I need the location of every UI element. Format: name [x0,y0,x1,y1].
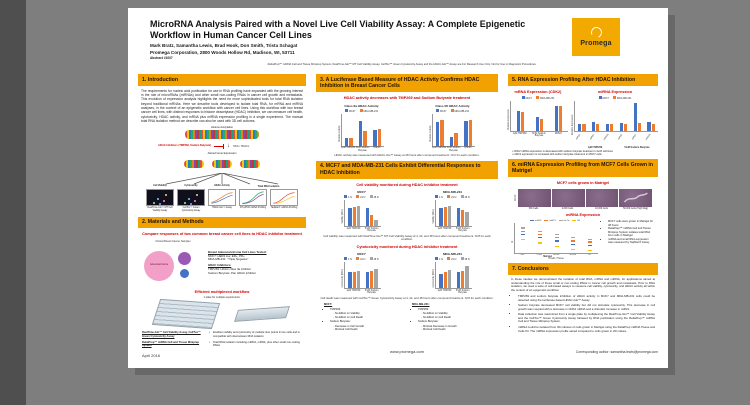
summary-head: TMP269: [418,307,429,311]
microscopy-caption: 500 Cells [528,207,539,210]
panel-top-label: Cytotoxicity [184,185,198,188]
cell-lines-title: Breast Adenocarcinoma Cell Lines Tested: [208,249,267,254]
summary-head: Sodium Butyrate: [418,320,439,324]
mda-viability-chart: MDA-MB-231 4 hr 24 hr 48 hr Viability (RLU) 1μM TMP269 5mM Sodium Butyrate [433,190,471,233]
cytotoxicity-heading: Cytotoxicity monitored during HDAC inhibitor treatment [356,244,458,249]
conclusion-bullet: • Data collection was maximized from a single plate by multiplexing the RealTime-Glo™ Cell Viability Assay and the CellTox™ Green Cytotoxicity Assay followed by RNA purification using the ReliaPrep™ miRNA Cell and Tissue Miniprep System. [518,313,655,324]
promega-logo-icon [589,25,603,39]
conclusion-bullet: • TMP269 and sodium butyrate inhibition of HDAC activity in MCF7 and MDA-MB-231 cells could be detected using the luciferase-based HDAC-Glo™ Assay. [518,295,655,303]
section-6-header: 6. miRNA Expression Profiling from MCF7 Cells Grown in Matrigel [508,159,658,177]
venn-diagram [142,243,204,287]
materials-bullet [142,331,302,338]
summary-item: - No Effect on Viability [423,312,490,316]
panel-caption: RealTime-Glo™ MT Cell Viability Assay [147,207,173,212]
class-i-ii-hdac-chart: Class I/II HDAC Activity MCF7 MDA-MB-231 Relative Activity 1μM TMP269 5mM Sodium Butyrate DMSO [430,104,475,153]
hdac-activity-panel [208,189,236,212]
rna-isolation-bracket-label: Total RNA Isolation [257,185,280,189]
inhibitor-butyrate: Sodium Butyrate: Pan HDAC inhibitor [208,270,257,275]
conclusion-bullet: • Sodium butyrate decreased MCF7 cell viability but did not stimulate cytotoxicity. This decrease in cell growth was coupled with a decrease in CDK2 mRNA and a dramatic increase in miR21. [518,304,655,312]
column-1 [138,72,306,358]
website-url: www.promega.com [389,349,424,354]
column-3 [508,72,658,358]
amplification-plot-image [239,189,267,206]
cell-line-circle-icon [180,269,189,278]
summary-item: - No Effect on Cell Death [335,316,402,320]
cytotoxicity-caption: Cell death was measured with CellTox™ Green Cytotoxicity Assay at 4, 24, and 48 hours after compound treatment. N=8 for each condition. [320,295,494,300]
summary-item: - Minimal Decrease in Growth [423,325,490,329]
cell-line-diagram-row [142,240,302,287]
section-6-bullet: • miRNA and small RNA expression was measured by TaqMan® Assay [608,238,654,245]
poster-columns [128,70,668,358]
inhibitor-tmp269: TMP269: HDAC class IIa inhibitor [208,266,252,271]
section-5-bullets [512,150,654,156]
matrigel-image-2000 [552,189,585,207]
class-iia-hdac-chart: Class IIa HDAC Activity MCF7 MDA-MB-231 Relative Activity 1μM TMP269 5mM Sodium Butyrate DMSO [339,104,384,153]
panel-caption: HDAC-Glo™ Assay [212,207,232,210]
cytotoxicity-charts [318,252,496,295]
section-1-header: 1. Introduction [138,74,306,86]
corresponding-author: Corresponding author: samantha.lewis@promega.com [575,350,658,354]
venn-title: Clinical Breast Cancer Samples [155,239,191,243]
column-2 [316,72,498,358]
cell-line-mcf7: MCF7: HER2 low, ER+, PR+ [208,253,245,258]
section-5-bullet: • CDK2 mRNA expression is decreased with sodium butyrate treatment in both cell lines [512,150,613,154]
section-4-header: 4. MCF7 and MDA-MB-231 Cells Exhibit Differential Responses to HDAC Inhibition [316,161,498,179]
mrna-profiling-panel [239,189,267,212]
matrigel-microscopy-row [514,189,652,207]
fanout-arrows-icon [152,173,292,185]
mda-cytotoxicity-chart: MDA-MB-231 4 hr 24 hr 48 hr Cytotoxicity (RFU) 1μM TMP269 5mM Sodium Butyrate [433,252,471,295]
summary-head: Sodium Butyrate: [330,320,351,324]
inhibition-row [144,140,300,152]
mcf7-cytotoxicity-chart: MCF7 4 hr 24 hr 48 hr Cytotoxicity (RFU) 1μM TMP269 5mM Sodium Butyrate [342,252,380,295]
single-plate-image [234,306,290,322]
conclusions-block [511,278,655,335]
cytotoxicity-panel [177,189,205,212]
promega-logo [572,18,620,56]
matrigel-image-50000 [619,189,652,207]
poster-header [128,8,668,70]
viability-heading: Cell viability monitored during HDAC inhibitor treatment [356,182,458,187]
materials-heading-2: Efficient multiplexed workflow [194,289,250,294]
section-5-bullet: • miR21 expression is increased with sodium butyrate treatment in MCF7 cells [512,153,602,157]
assay-panels [144,189,300,212]
hdac-activity-charts [318,104,496,153]
mcf7-viability-chart: MCF7 4 hr 24 hr 48 hr Viability (RLU) 1μM TMP269 5mM Sodium Butyrate [342,190,380,233]
materials-bullet [142,341,302,348]
diagram-top-label: Histone Acetylation [210,126,234,130]
bullet-label: RealTime-Glo™ Cell Viability Assay, CellTox™ Green Cytotoxicity Assay [142,331,201,338]
materials-heading-1: Compare responses of two common breast cancer cell lines to HDAC inhibitor treatment [142,232,302,237]
mrna-expression-block [508,88,568,150]
diagram-mid-label: Altered Gene Expression [207,152,237,156]
cell-specks-icon [157,198,159,200]
section-5-header: 5. RNA Expression Profiling After HDAC Inhibition [508,74,658,86]
inhibitors-title: HDAC Inhibitors: [208,263,232,268]
mirna-expression-chart: MCF7 MDA-MB-231 Relative Expression miR16 miR21 miR191 miR16 miR21 miR191 1μM TMP269 5mM Sodium Butyrate [572,96,658,149]
mirna-profiling-panel [270,189,298,212]
microscopy-row-label: MCF7 [514,194,517,201]
microscopy-caption: 10,000 Cells [595,207,608,210]
cell-line-details [208,251,266,276]
microscopy-caption: 50,000 Cells (High Mag) [623,207,648,210]
poster [128,8,668,368]
response-summaries [324,303,490,333]
summary-item: - No Effect on Cell Death [423,316,490,320]
desktop-left-strip [0,0,26,405]
matrigel-heading: MCF7 cells grown in Matrigel [556,181,610,186]
assay-plates-images [146,301,298,327]
mcf7-summary [324,303,402,333]
chromatin-ribbon-image [185,130,259,139]
panel-caption: CellTox™ Green Cytotoxicity Assay [181,207,201,212]
poster-date: April 2016 [142,352,161,358]
summary-item: - Decrease in Cell Growth [335,325,402,329]
workflow-diagram [144,126,300,212]
section-6-bullet: • ReliaPrep™ miRNA Cell and Tissue Miniprep System isolates total RNA from cells in Matrigel [608,227,654,238]
conclusions-intro: In these studies we demonstrated the isolation of total RNA, mRNA and miRNA, for applications aimed at understanding the role of these small or non-coding RNAs in cancer cell growth and metastasis. Prior to RNA isolation, we used a suite of cell-based assays to measure cell viability, cytotoxicity, and HDAC activity all within the context of an epigenetic workflow: [511,276,655,293]
mirna-heading: miRNA Expression [597,89,633,94]
matrigel-mirna-scatter-chart: miR16 miR21 let-7d U6 Ct 500 2,000 10,000 50,000 2D Matrigel # Cells / Tissue [512,220,598,260]
summary-title: MCF7: [324,303,333,307]
mirna-plot-image [270,189,298,206]
panel-top-label: Cell Viability [153,185,167,188]
section-3-heading: HDAC activity decreases with TMP269 and Sodium Butyrate treatment [343,96,471,100]
viability-microscopy-image [146,189,174,206]
poster-affiliation: Promega Corporation, 2800 Woods Hollow Rd, Madison, WI, 53711 [150,49,295,55]
summary-item: - Minimal Cell Death [423,328,490,332]
matrigel-mirna-heading: miRNA Expression [565,212,601,217]
panel-caption: RT-qPCR mRNA Profiling [240,207,266,210]
abstract-number: Abstract #1007 [150,56,173,61]
dose-curve-plot-image [208,189,236,206]
enzyme-label: HATs / HDACs [233,144,250,148]
matrigel-image-10000 [586,189,619,207]
mrna-heading: mRNA Expression (CDK2) [514,89,562,94]
viability-panel [146,189,174,212]
nucleosome-row [144,155,300,173]
matrigel-image-500 [518,189,551,207]
materials-bullets [142,331,302,351]
bullet-text: Enables viability and cytotoxicity at multiple time points in live cells and is compatible with downstream RNA isolation [212,331,300,338]
venn-block [142,240,204,287]
section-3-header: 3. A Luciferase Based Measure of HDAC Activity Confirms HDAC Inhibition in Breast Cancer Cells [316,74,498,92]
summary-item: - Minimal Cell Death [335,328,402,332]
cell-specks-icon [188,198,190,200]
adenocarcinoma-circle-icon [144,251,174,281]
inhibition-line-icon [214,146,224,147]
venn-main-label: Adenocarcinoma [150,262,168,266]
plate-note: 1 plate for multiple experiments: [203,296,241,300]
summary-item: - No Effect on Viability [335,312,402,316]
cell-line-mda: MDA-MB-231: “Triple Negative” [208,257,249,262]
bullet-dash: • [209,331,210,335]
promega-logo-text: Promega [580,40,612,47]
nucleosome-image [212,160,232,168]
bullet-dash: • [209,340,210,344]
viability-caption: Cell viability was measured with RealTime-Glo™ MT Cell Viability Assay at 4, 24, and 48 hours after compound treatment. N=8 for each condition. [323,233,491,242]
section-3-caption: HDAC activity was measured with HDAC-Glo™ Assay at 48 hours after compound treatment. N=2 for each condition. [334,153,480,158]
section-2-header: 2. Materials and Methods [138,217,306,229]
introduction-text: The requirements for nucleic acid purification for use in RNA profiling have expanded with the growing interest in the role of microRNAs (miRNAs) and other small non-coding RNAs in cancer cell growth and metastasis. This evolution of expression analysis highlights the need for more sophisticated tools for total RNA isolation beyond traditional mRNAs. Here we describe tools developed to isolate total RNA, for mRNA and miRNA analyses, in the context of an epigenetic workflow with cancer cell lines. Using this workflow with two breast cancer cell lines, with distinct responses to histone deacetylase (HDAC) inhibition, we can measure cell health, cytotoxicity, HDAC activity, and mRNA plus miRNA expression profiling in a single experiment. The manual total RNA isolation method we describe can also be used with 3D cell cultures. [141,88,303,123]
nucleosome-image [240,160,260,168]
panel-caption: TaqMan® miRNA Profiling [270,207,298,210]
nucleosome-image [184,160,204,168]
summary-title: MDA-MB-231: [412,303,430,307]
poster-authors: Mark Bratz, Samantha Lewis, Brad Hook, Don Smith, Trista Schagat [150,43,298,49]
microscopy-caption: 2,000 Cells [561,207,574,210]
mirna-expression-block [572,88,658,150]
cytotoxicity-microscopy-image [177,189,205,206]
bullet-label: ReliaPrep™ miRNA Cell and Tissue Miniprep System [142,340,200,348]
summary-head: TMP269: [330,307,341,311]
cell-line-circle-icon [178,252,191,265]
section-6-bullet: • MCF7 cells were grown in Matrigel for 48 hours [608,220,654,227]
section-6-bullets [602,220,654,260]
plate-stack-image [152,299,220,329]
disclaimer-text: ReliaPrep™ miRNA Cell and Tissue Miniprep System, RealTime-Glo™ MT Cell Viability Assay, CellTox™ Green Cytotoxicity Assay and the HDAC-Glo™ Assay are For Research Use Only. Not for Use in Diagnostic Procedures. [267,63,537,67]
down-arrow-icon: ↓ [227,143,230,150]
conclusion-bullet: • miRNA could be isolated from 3D cultures of cells grown in Matrigel using the ReliaPrep miRNA Tissue and Cells Kit. The miRNA expression profile varied compared to cells grown in 2D culture. [518,326,655,334]
cdk2-mrna-chart: MCF7 MDA-MB-231 Relative Expression 1μM TMP269 5mM Sodium Butyrate DMSO [508,96,568,138]
bullet-text: Total RNA isolation including miRNA, mRNA, plus other small non-coding RNAs [212,340,300,348]
section-7-header: 7. Conclusions [508,263,658,275]
panel-top-label: HDAC Activity [214,185,230,188]
microscopy-captions [517,208,652,210]
mda-summary [412,303,490,333]
viability-charts [318,190,496,233]
poster-title: MicroRNA Analysis Paired with a Novel Live Cell Viability Assay: A Complete Epigenetic Workflow in Human Cancer Cell Lines [150,19,526,40]
hdac-inhibitor-label: HDAC Inhibitors (TMP269, Sodium Butyrate) [158,143,211,147]
